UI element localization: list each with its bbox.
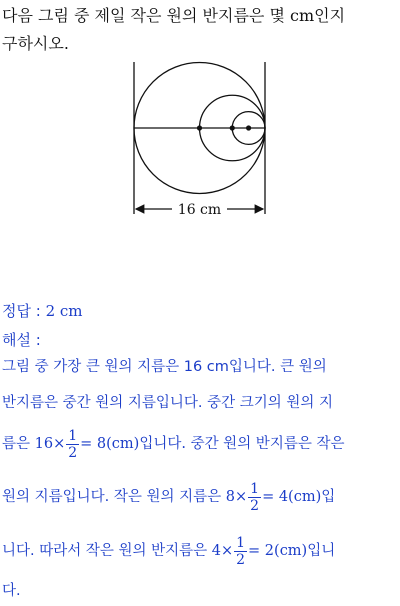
question-line-1-text: 다음 그림 중 제일 작은 원의 반지름은 몇	[2, 6, 285, 25]
fraction-one-half-3	[234, 535, 247, 568]
question-line-1	[2, 2, 398, 30]
medium-circle-center	[230, 125, 235, 130]
solution-line-5-a: 니다. 따라서 작은 원의 반지름은	[2, 543, 208, 559]
small-circle-center	[246, 125, 251, 130]
solution-line-4-c: = 4(cm)입	[262, 489, 336, 505]
solution-line-3	[2, 424, 398, 464]
fraction-numerator: 1	[250, 480, 260, 497]
solution-line-4	[2, 477, 398, 517]
solution-line-5-expr: 4×	[211, 543, 234, 559]
solution-label: 해설 :	[2, 331, 41, 349]
solution-line-3-c: = 8(cm)입니다. 중간 원의 반지름은 작은	[80, 436, 345, 452]
circle-figure	[0, 60, 400, 220]
solution-line-5-c: = 2(cm)입니	[248, 543, 336, 559]
fraction-numerator: 1	[68, 427, 78, 444]
question-unit: cm	[290, 6, 315, 25]
large-circle-center	[197, 125, 202, 130]
fraction-denominator: 2	[250, 497, 260, 514]
answer-label: 정답 :	[2, 302, 41, 320]
fraction-numerator: 1	[236, 534, 246, 551]
solution-line-3-expr: 16×	[34, 436, 66, 452]
solution-line-4-a: 원의 지름입니다. 작은 원의 지름은	[2, 489, 222, 505]
solution-line-2: 반지름은 중간 원의 지름입니다. 중간 크기의 원의 지	[2, 395, 334, 411]
fraction-one-half-1	[66, 428, 79, 461]
fraction-one-half-2	[248, 481, 261, 514]
solution-line-6: 다.	[2, 583, 21, 599]
question-text	[2, 2, 398, 58]
dimension-label: 16 cm	[177, 202, 222, 218]
answer-value: 2 cm	[45, 302, 83, 320]
solution-line-3-a: 름은	[2, 436, 31, 452]
question-line-1-end: 인지	[314, 6, 346, 25]
question-line-2: 구하시오.	[2, 34, 69, 53]
answer-line	[2, 300, 83, 322]
solution-line-5	[2, 531, 398, 571]
solution-line-1: 그림 중 가장 큰 원의 지름은 16 cm입니다. 큰 원의	[2, 359, 327, 375]
solution-line-4-expr: 8×	[225, 489, 248, 505]
fraction-denominator: 2	[68, 444, 78, 461]
fraction-denominator: 2	[236, 551, 246, 568]
